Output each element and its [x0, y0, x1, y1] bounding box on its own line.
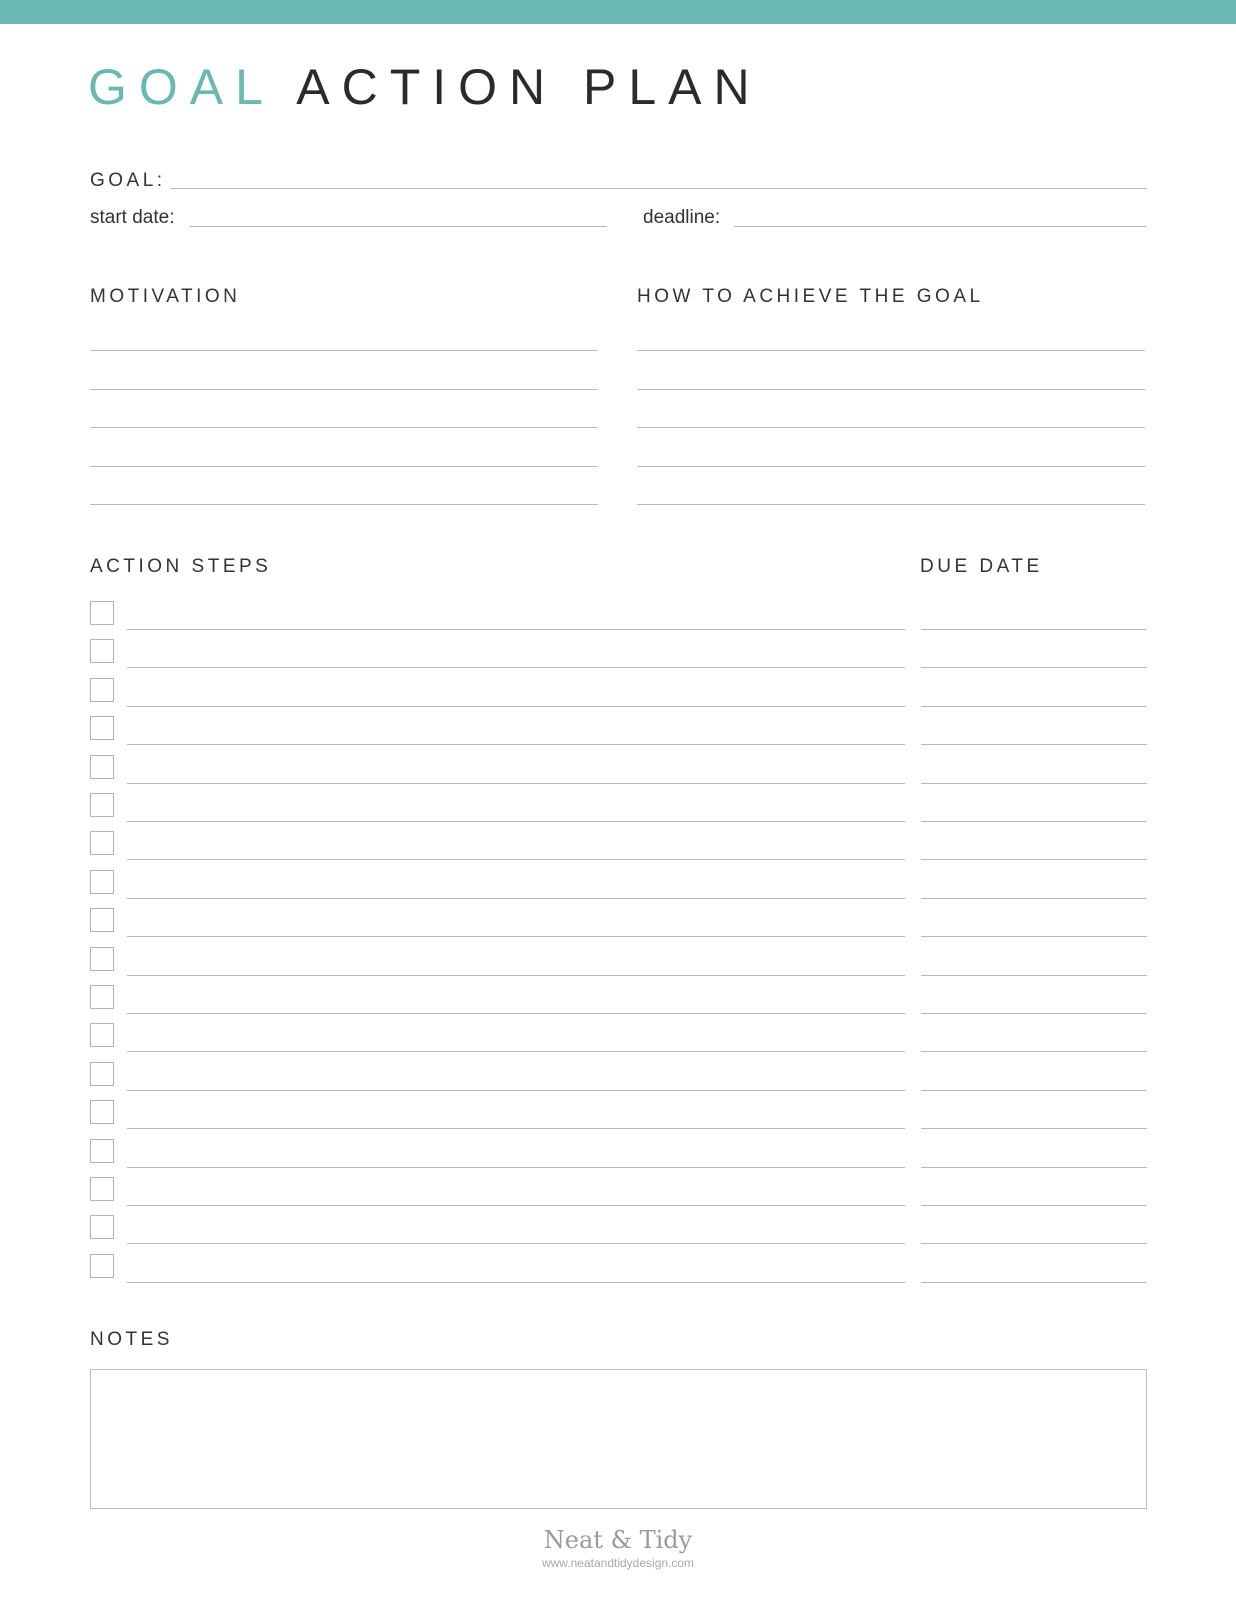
due-date-line[interactable]: [921, 1243, 1147, 1244]
action-step-checkbox[interactable]: [90, 1062, 114, 1086]
action-step-line[interactable]: [127, 1051, 905, 1052]
motivation-line[interactable]: [90, 466, 598, 467]
action-step-checkbox[interactable]: [90, 1254, 114, 1278]
due-date-line[interactable]: [921, 1282, 1147, 1283]
how-to-achieve-line[interactable]: [637, 466, 1145, 467]
action-step-checkbox[interactable]: [90, 601, 114, 625]
action-step-line[interactable]: [127, 1128, 905, 1129]
how-to-achieve-heading: HOW TO ACHIEVE THE GOAL: [637, 286, 984, 307]
action-step-line[interactable]: [127, 1167, 905, 1168]
brand-logo: Neat & Tidy: [543, 1526, 693, 1554]
notes-box[interactable]: [90, 1369, 1147, 1509]
action-step-checkbox[interactable]: [90, 1215, 114, 1239]
action-step-checkbox[interactable]: [90, 639, 114, 663]
action-step-checkbox[interactable]: [90, 985, 114, 1009]
action-step-line[interactable]: [127, 821, 905, 822]
motivation-line[interactable]: [90, 350, 598, 351]
action-step-line[interactable]: [127, 667, 905, 668]
motivation-heading: MOTIVATION: [90, 286, 241, 307]
how-to-achieve-line[interactable]: [637, 389, 1145, 390]
action-step-checkbox[interactable]: [90, 947, 114, 971]
action-step-line[interactable]: [127, 706, 905, 707]
due-date-line[interactable]: [921, 1051, 1147, 1052]
how-to-achieve-line[interactable]: [637, 504, 1145, 505]
deadline-label: deadline:: [643, 207, 721, 228]
due-date-line[interactable]: [921, 1090, 1147, 1091]
action-step-checkbox[interactable]: [90, 678, 114, 702]
action-step-line[interactable]: [127, 1205, 905, 1206]
action-step-checkbox[interactable]: [90, 793, 114, 817]
action-step-checkbox[interactable]: [90, 1100, 114, 1124]
action-step-checkbox[interactable]: [90, 716, 114, 740]
action-step-line[interactable]: [127, 975, 905, 976]
action-step-line[interactable]: [127, 629, 905, 630]
due-date-line[interactable]: [921, 1167, 1147, 1168]
motivation-line[interactable]: [90, 389, 598, 390]
action-step-line[interactable]: [127, 1282, 905, 1283]
motivation-line[interactable]: [90, 504, 598, 505]
start-date-field[interactable]: [189, 226, 607, 227]
motivation-line[interactable]: [90, 427, 598, 428]
due-date-line[interactable]: [921, 898, 1147, 899]
action-step-line[interactable]: [127, 1013, 905, 1014]
action-step-checkbox[interactable]: [90, 870, 114, 894]
action-step-line[interactable]: [127, 1090, 905, 1091]
page-title: [88, 58, 762, 116]
action-step-line[interactable]: [127, 859, 905, 860]
action-step-checkbox[interactable]: [90, 1177, 114, 1201]
goal-label: GOAL:: [90, 170, 166, 191]
title-rest: ACTION PLAN: [296, 59, 762, 115]
goal-field[interactable]: [171, 188, 1147, 189]
due-date-line[interactable]: [921, 783, 1147, 784]
action-step-line[interactable]: [127, 1243, 905, 1244]
action-step-line[interactable]: [127, 898, 905, 899]
due-date-line[interactable]: [921, 1013, 1147, 1014]
due-date-line[interactable]: [921, 936, 1147, 937]
due-date-heading: DUE DATE: [920, 556, 1043, 577]
action-step-checkbox[interactable]: [90, 908, 114, 932]
due-date-line[interactable]: [921, 821, 1147, 822]
action-step-checkbox[interactable]: [90, 831, 114, 855]
start-date-label: start date:: [90, 207, 175, 228]
due-date-line[interactable]: [921, 667, 1147, 668]
action-steps-heading: ACTION STEPS: [90, 556, 272, 577]
due-date-line[interactable]: [921, 859, 1147, 860]
due-date-line[interactable]: [921, 1128, 1147, 1129]
due-date-line[interactable]: [921, 975, 1147, 976]
action-step-checkbox[interactable]: [90, 755, 114, 779]
how-to-achieve-line[interactable]: [637, 427, 1145, 428]
deadline-field[interactable]: [734, 226, 1147, 227]
title-accent-word: GOAL: [88, 59, 274, 115]
due-date-line[interactable]: [921, 629, 1147, 630]
how-to-achieve-line[interactable]: [637, 350, 1145, 351]
website-text: www.neatandtidydesign.com: [541, 1556, 695, 1570]
action-step-checkbox[interactable]: [90, 1023, 114, 1047]
action-step-line[interactable]: [127, 783, 905, 784]
action-step-line[interactable]: [127, 744, 905, 745]
due-date-line[interactable]: [921, 1205, 1147, 1206]
due-date-line[interactable]: [921, 706, 1147, 707]
action-step-checkbox[interactable]: [90, 1139, 114, 1163]
action-step-line[interactable]: [127, 936, 905, 937]
top-accent-bar: [0, 0, 1236, 24]
due-date-line[interactable]: [921, 744, 1147, 745]
notes-heading: NOTES: [90, 1329, 173, 1350]
